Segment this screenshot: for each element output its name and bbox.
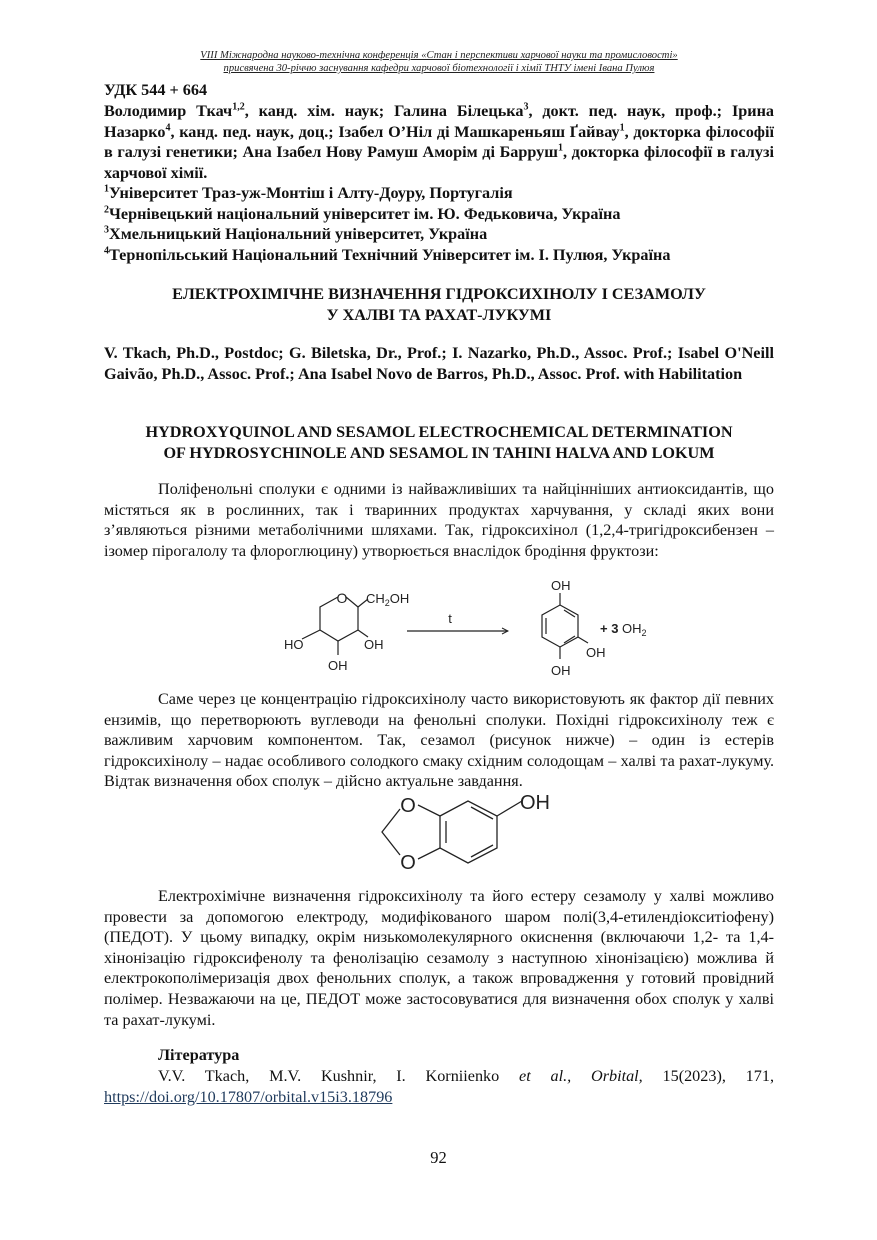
affiliations (104, 183, 774, 265)
oh-bottom-label: OH (328, 658, 348, 673)
author-name: Галина Білецька (394, 102, 524, 120)
affil-sup: 3 (104, 224, 109, 236)
conference-header (104, 49, 774, 75)
page-number: 92 (430, 1148, 447, 1167)
references-heading: Література (158, 1046, 240, 1064)
author-affil-sup: 4 (165, 122, 171, 134)
sesamol-oh: OH (520, 792, 550, 814)
sesamol-o-top: O (400, 795, 416, 817)
author-degree: , канд. хім. наук; (244, 102, 395, 120)
authors-ua (104, 101, 774, 183)
reference-journal: Orbital, (591, 1067, 643, 1085)
title-ua (104, 284, 774, 325)
author-name: Володимир Ткач (104, 102, 233, 120)
affil-text: Університет Траз-уж-Монтіш і Алту-Доуру, Португалія (109, 184, 513, 202)
affiliation-item (104, 245, 774, 266)
author-affil-sup: 1 (557, 142, 563, 154)
oh-right-label: OH (364, 637, 384, 652)
author-degree: , канд. пед. наук, доц.; (170, 122, 339, 141)
fructose-structure (302, 597, 368, 655)
title-ua-line1: ЕЛЕКТРОХІМІЧНЕ ВИЗНАЧЕННЯ ГІДРОКСИХІНОЛУ І СЕЗАМОЛУ (172, 285, 706, 303)
product-oh-top: OH (551, 578, 571, 593)
paragraph-sesamol: Саме через це концентрацію гідроксихінолу часто використовують як фактор дії певних ензимів, що перетворюють вуглеводи на фенольні сполуки. Похідні гідроксихінолу теж є важливим харчовим компонентом. Так, сезамол (рисунок нижче) – один із естерів гідроксихінолу – надає особливого солодкого смаку східним солодощам – халві та рахат-лукуму. Відтак визначення обох сполук – дійсно актуальне завдання. (104, 690, 774, 791)
title-en-line2: OF HYDROSYCHINOLE AND SESAMOL IN TAHINI HALVA AND LOKUM (163, 443, 715, 462)
author-degree: , докторка філософії в галузі харчової хімії. (104, 143, 774, 182)
reference-etal: et al., (519, 1067, 572, 1085)
affil-sup: 1 (104, 183, 109, 195)
reaction-scheme (270, 575, 690, 685)
title-ua-line2: У ХАЛВІ ТА РАХАТ-ЛУКУМІ (326, 305, 552, 324)
author-name: Ізабел О’Ніл ді Машкареньяш Ґайвау (338, 122, 620, 141)
affil-sup: 4 (104, 245, 109, 257)
conference-header-line2: присвячена 30-річчю заснування кафедри харчової біотехнології і хімії ТНТУ імені Івана Пулюя (223, 63, 655, 74)
affiliation-item (104, 224, 774, 245)
affil-text: Хмельницький Національний університет, Україна (109, 225, 488, 244)
paragraph-intro: Поліфенольні сполуки є одними із найважливіших та найцінніших антиоксидантів, що містяться як в рослинних, так і тваринних продуктах харчування, у складі яких вони з’являються різними метаболічними шляхами. Так, гідроксихінол (1,2,4-тригідроксибензен – ізомер пірогалолу та флороглюцину) утворюється внаслідок бродіння фруктози: (104, 480, 774, 560)
product-oh-right: OH (586, 645, 606, 660)
author-degree: , докторка філософії в галузі генетики; (104, 122, 775, 162)
title-en (104, 422, 774, 463)
affil-text: Чернівецький національний університет ім. Ю. Федьковича, Україна (109, 204, 621, 223)
hydroxyquinol-structure (542, 593, 588, 659)
ch2oh-label: $CH_2OH$ (366, 591, 410, 608)
conference-header-line1: VIII Міжнародна науково-технічна конференція «Стан і перспективи харчової науки та промисловості» (200, 50, 678, 61)
affiliation-item (104, 183, 774, 204)
reference-item (104, 1066, 774, 1107)
paragraph-pedot: Електрохімічне визначення гідроксихінолу та його естеру сезамолу у халві можливо провести за допомогою електроду, модифікованого шаром полі(3,4-етилендіокситіофену) (ПЕДОТ). У цьому випадку, окрім низькомолекулярного окиснення (включаючи 1,2- та 1,4-хінонізацію гідроксифенолу та фенолізацію сезамолу з наступною хінонізацією) можлива й електрокополімеризація двох фенольних сполук, а також впровадження у готовий провідний полімер. Незважаючи на це, ПЕДОТ може застосовуватися для визначення обох сполук у халві та рахат-лукумі. (104, 887, 774, 1029)
udc-code: УДК 544 + 664 (104, 81, 208, 99)
sesamol-o-bottom: O (400, 852, 416, 874)
author-affil-sup: 3 (523, 101, 529, 113)
author-name: Ірина Назарко (104, 102, 774, 141)
author-name: Ана Ізабел Нову Рамуш Аморім ді Барруш (242, 143, 558, 162)
author-degree: , докт. пед. наук, проф.; (528, 102, 732, 120)
author-affil-sup: 1 (619, 122, 625, 134)
reference-details: 15(2023), 171, (642, 1067, 775, 1085)
reference-authors: V.V. Tkach, M.V. Kushnir, I. Korniienko (158, 1067, 520, 1085)
title-en-line1: HYDROXYQUINOL AND SESAMOL ELECTROCHEMICAL DETERMINATION (145, 423, 733, 441)
authors-en: V. Tkach, Ph.D., Postdoc; G. Biletska, Dr., Prof.; I. Nazarko, Ph.D., Assoc. Prof.; Isabel O'Neill Gaivão, Ph.D., Assoc. Prof.; Ana Isabel Novo de Barros, Ph.D., Assoc. Prof. with Habilitation (104, 344, 774, 383)
affil-sup: 2 (104, 204, 109, 216)
water-byproduct: + 3 $OH_2$ (600, 621, 647, 638)
product-oh-bottom: OH (551, 663, 571, 678)
affil-text: Тернопільський Національний Технічний Університет ім. І. Пулюя, Україна (109, 245, 671, 264)
affiliation-item (104, 204, 774, 225)
arrow-condition-label: t (448, 611, 452, 626)
sesamol-structure (360, 785, 560, 885)
ring-oxygen-label: O (336, 590, 348, 606)
reference-doi-link[interactable]: https://doi.org/10.17807/orbital.v15i3.18796 (104, 1087, 393, 1106)
ho-left-label: HO (284, 637, 304, 652)
author-affil-sup: 1,2 (232, 101, 245, 113)
